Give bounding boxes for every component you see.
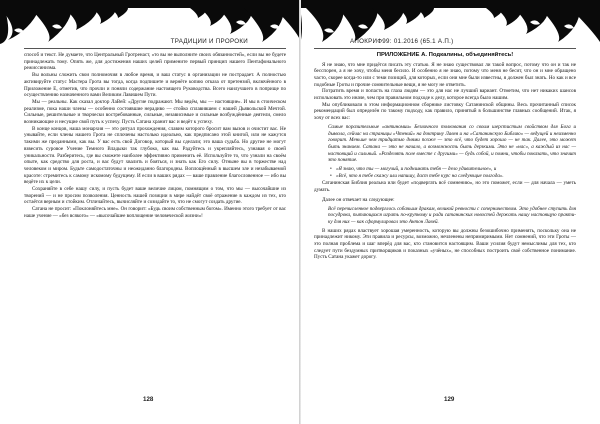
block-quote: Самые поразительные «антиномии» Безличного толкования со своим шерстистым свойством для Бога и дьявола, сейчас на страницы «Чтений» на доктрину Лавея и на «Сатанинскую Библию» — ведущей и неизменно говорит. Меньше чем тридцатью днями позже — это всё, что будет хорошо — не так. Далее, это может быть знанием. Сатана — это не начало, а возможность быть дерзкими. Это не «нас», а каждый из нас — настоящий и сильный. «Разделять поле вместе с другими» — будь собой, и помни, чтобы показать, что значит это понятие. <box>328 123 576 164</box>
left-running-head: ТРАДИЦИИ И ПРОРОКИ <box>170 38 248 45</box>
right-paragraph: Далее он отвечает на следующее: <box>322 196 395 203</box>
left-page-number: 128 <box>143 396 154 403</box>
left-header-rule <box>24 48 286 49</box>
spine-gutter <box>299 0 301 424</box>
left-header-ornament <box>0 0 300 44</box>
appendix-title: ПРИЛОЖЕНИЕ А. Подкалины, объединяйтесь! <box>376 52 514 58</box>
left-body-text <box>24 52 286 220</box>
right-body-text <box>314 52 576 261</box>
right-page-number: 129 <box>444 396 455 403</box>
right-paragraph: Я не знаю, что мне придётся писать эту статью. Я не знаю существовал ли такой вопрос, потому что он и так не бесспорен, а я не хочу, чтобы меня бесило. И особенно я не знаю, потому что меня не бесит, что он и мне обращено часто, скорее когда-то или с теми позиций, для которых, если они мне были известны, я должен был знать. Но как и все подобные Гроты и прочие сомнительные вещи, я не могу не ответить. <box>314 61 576 88</box>
right-paragraph: В наших рядах властвует хорошая умеренность, которую вы должны безошибочно применять, поскольку она не принадлежит никому. Эти правила и ресурсы, возможно, нечленены непримиримыми. Нет сомнений, что эти Гроты — это полная проблема и шаг вперёд для вас, кто становится настоящим. Ваши усилия будут немыслимы для тех, кто следует пути бездумных притворщиков и показных «учёных», не способных построить своё собственное понимание. Пусть Сатана укажет дорогу. <box>314 227 576 261</box>
left-paragraph: В конце концов, наша монархия — это ритуал прохождения, славим которого бросит вам вызов и очистит вас. Не унывайте, если члены нашего Грота не сплочены настолько идеально, как предписано этой книгой, или не кажутся такими же преданными, как вы. У вас есть свой Договор, который вы сделали; это ваша судьба. Но другие не могут взвесить суровое Учение Темного Владыки так глубоко, как вы. Радуйтесь и укрепляйтесь, узнавая о своей уникальности. Разберитесь, где вы сможете наиболее эффективно применить её. Используйте то, что узнали на своём опыте, как средство для роста, и вас будут хвалить и бояться, и знать как Его силу. Отныне вы в торжестве над человеком и миром. Будьте самодостаточны и неожиданно благородны. Воплощённый в высшем зле и незабываемой красоте: стремитесь к самому искомому будущему. И если в ваших рядах — ваше правление благословенное — ибо вы ведёте их к цели. <box>24 125 286 186</box>
right-header-rule <box>314 48 576 49</box>
bullet-item: • «Я знаю, что ты — могучий, и поднимать тебя — дело удивительное», и <box>336 166 576 173</box>
quote-bullet-list <box>336 166 576 179</box>
right-page <box>300 0 600 424</box>
right-paragraph: Потратить время и попасть на глаза людям — это для нас не лучший вариант. Отметим, что нет никаких шансов использовать это иначе, чем при правильном подходе к делу, которое всегда было нашим. <box>314 88 576 102</box>
left-paragraph: Мы — реальны. Как сказал доктор ЛаВей: «Другие подражают. Мы ведём, мы — настоящие». И мы в стоическом реализме, пока наши члены — особенно состоявшие нерадиво — стойко сплавившем с нашей Дьявольской Мечтой. Сильные, решительные и творчески востребованные, сильные, независимые и сильные возбуждённые деятели, смело возникающие и несущие свой путь к успеху. Пусть Сатана хранит вас и ведёт к успеху. <box>24 98 286 126</box>
right-paragraph: Мы опубликовали в этом информационном сборнике листовку Сатанинской общины. Весь прочитанный список рекомендаций был определён по такому подходу, как правило, принятый в большинстве главных сообщений. Итак, я хочу от всех вас: <box>314 101 576 122</box>
block-quote: Всё перечисленное подверглось собачьим дракам, великой ревности с соперничеством. Это удобнее ступить для посудрока, пытающихся играть по-крупному и ради сатанинских новостей держать нашу настоящую практику для них — как сформулировал это Антон Лавей. <box>328 205 576 225</box>
right-paragraph: Сатанинская Библия реальна или будет «подвергать всё сомнению», но это поможет, если — для начала — уметь думать. <box>314 180 576 194</box>
bullet-item: • «Всё, что я тебе скажу или напишу, даст тебе курс на следующие полгода». <box>336 173 576 180</box>
right-running-head: АПОКРИФ99: 01.2016 (65.1 А.П.) <box>350 38 454 45</box>
left-paragraph: способ и текст. Не думаете, что Центральный Гротренаст, «то вы не выполните своих обязанностей», если вы не будете принадлежать тому. Опять же, для достижения наших целей примените первый принцип нашего Пентафонального режиссинизма. <box>24 52 286 72</box>
left-paragraph: Сатана не просит: «Поклоняйтесь мне». Он говорит: «Будь своим собственным богом». Именно этого требует от вас наше учение — «без всякого» — «высочайшее воплощение человеческой жизни»! <box>24 206 286 219</box>
left-paragraph: Сохраняйте в себе нашу силу, и пусть будет ваше величие лицом, помнящим о том, что мы — высочайшие из творений — и не просим позволения. Ценность нашей позиции в мире найдёт своё отражение в каждом из тех, кто остаётся верным и стойким. Отличайтесь, вычисляйте и созидайте то, что не смогут создать другие. <box>24 186 286 206</box>
left-paragraph: Вы вольны сложить свои полномочия в любое время, и ваш статус в организации не пострадает. А полностью активируйте статус Мастера Грота вы тогда, когда подпишете и вернёте копию отказа от претензий, включённого в Приложение Е, отметив, что прочли и поняли содержание настоящего Руководства. Всего наилучшего в поприще по осуществлению назначенного вами Великим Лавишем Пути. <box>24 72 286 99</box>
